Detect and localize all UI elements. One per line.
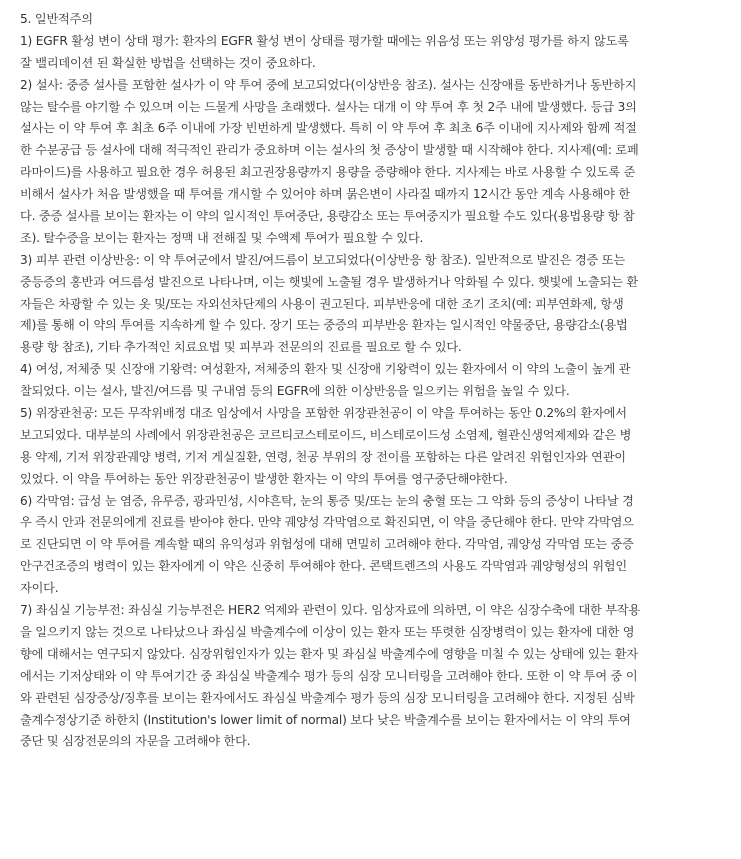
text-line: 않는 탈수를 야기할 수 있으며 이는 드물게 사망을 초래했다. 설사는 대개 이 약 투여 후 첫 2주 내에 발생했다. 등급 3의 — [20, 99, 637, 114]
text-line: 출계수정상기준 하한치 (Institution's lower limit of normal) 보다 낮은 박출계수를 보이는 환자에서는 이 약의 투여 — [20, 712, 631, 727]
text-line: 설사는 이 약 투여 후 최초 6주 이내에 가장 빈번하게 발생했다. 특히 이 약 투여 후 최초 6주 이내에 지사제와 함께 적절 — [20, 121, 637, 136]
document-body — [20, 9, 721, 753]
text-line: 중단 및 심장전문의의 자문을 고려해야 한다. — [20, 734, 251, 749]
text-line: 와 관련된 심장증상/징후를 보이는 환자에서도 좌심실 박출계수 평가 등의 심장 모니터링을 고려해야 한다. 지정된 심박 — [20, 690, 635, 705]
text-line: 중등증의 홍반과 여드름성 발진으로 나타나며, 이는 햇빛에 노출될 경우 발생하거나 악화될 수 있다. 햇빛에 노출되는 환 — [20, 274, 638, 289]
text-line: 7) 좌심실 기능부전: 좌심실 기능부전은 HER2 억제와 관련이 있다. 임상자료에 의하면, 이 약은 심장수축에 대한 부작용 — [20, 603, 640, 618]
text-line: 에서는 기저상태와 이 약 투여기간 중 좌심실 박출계수 평가 등의 심장 모니터링을 고려해야 한다. 또한 이 약 투여 중 이 — [20, 668, 638, 683]
text-line: 다. 중증 설사를 보이는 환자는 이 약의 일시적인 투여중단, 용량감소 또는 투여중지가 필요할 수도 있다(용법용량 항 참 — [20, 209, 635, 224]
text-line: 있었다. 이 약을 투여하는 동안 위장관천공이 발생한 환자는 이 약의 투여를 영구중단해야한다. — [20, 471, 508, 486]
text-line: 제)를 통해 이 약의 투여를 지속하게 할 수 있다. 장기 또는 중증의 피부반응 환자는 일시적인 약물중단, 용량감소(용법 — [20, 318, 628, 333]
text-line: 5) 위장관천공: 모든 무작위배정 대조 임상에서 사망을 포함한 위장관천공이 이 약을 투여하는 동안 0.2%의 환자에서 — [20, 406, 627, 421]
text-line: 자들은 차광할 수 있는 옷 및/또는 자외선차단제의 사용이 권고된다. 피부반응에 대한 조기 조치(예: 피부연화제, 항생 — [20, 296, 624, 311]
text-line: 비해서 설사가 처음 발생했을 때 투여를 개시할 수 있어야 하며 묽은변이 사라질 때까지 12시간 동안 계속 사용해야 한 — [20, 187, 630, 202]
section-heading: 5. 일반적주의 — [20, 12, 93, 26]
text-line: 한 수분공급 등 설사에 대해 적극적인 관리가 중요하며 이는 설사의 첫 증상이 발생할 때 시작해야 한다. 지사제(예: 로페 — [20, 143, 639, 158]
text-line: 4) 여성, 저체중 및 신장애 기왕력: 여성환자, 저체중의 환자 및 신장애 기왕력이 있는 환자에서 이 약의 노출이 높게 관 — [20, 362, 631, 377]
text-line: 향에 대해서는 연구되지 않았다. 심장위험인자가 있는 환자 및 좌심실 박출계수에 영향을 미칠 수 있는 상태에 있는 환자 — [20, 646, 638, 661]
text-line: 로 진단되면 이 약 투여를 계속할 때의 유익성과 위험성에 대해 면밀히 고려해야 한다. 각막염, 궤양성 각막염 또는 중증 — [20, 537, 634, 552]
text-line: 용량 항 참조), 기타 추가적인 치료요법 및 피부과 전문의의 진료를 필요로 할 수 있다. — [20, 340, 462, 355]
text-line: 찰되었다. 이는 설사, 발진/여드름 및 구내염 등의 EGFR에 의한 이상반응을 일으키는 위험을 높일 수 있다. — [20, 384, 570, 399]
text-line: 우 즉시 안과 전문의에게 진료를 받아야 한다. 만약 궤양성 각막염으로 확진되면, 이 약을 중단해야 한다. 만약 각막염으 — [20, 515, 634, 530]
text-line: 안구건조증의 병력이 있는 환자에게 이 약은 신중히 투여해야 한다. 콘택트렌즈의 사용도 각막염과 궤양형성의 위험인 — [20, 559, 627, 574]
text-line: 잘 밸리데이션 된 확실한 방법을 선택하는 것이 중요하다. — [20, 55, 316, 70]
text-line: 자이다. — [20, 581, 59, 596]
text-line: 1) EGFR 활성 변이 상태 평가: 환자의 EGFR 활성 변이 상태를 평가할 때에는 위음성 또는 위양성 평가를 하지 않도록 — [20, 33, 629, 48]
text-line: 용 약제, 기저 위장관궤양 병력, 기저 게실질환, 연령, 천공 부위의 장 전이를 포함하는 다른 알려진 위험인자와 연관이 — [20, 449, 626, 464]
text-line: 을 일으키지 않는 것으로 나타났으나 좌심실 박출계수에 이상이 있는 환자 또는 뚜렷한 심장병력이 있는 환자에 대한 영 — [20, 624, 635, 639]
text-line: 조). 탈수증을 보이는 환자는 정맥 내 전해질 및 수액제 투여가 필요할 수 있다. — [20, 230, 424, 245]
text-line: 3) 피부 관련 이상반응: 이 약 투여군에서 발진/여드름이 보고되었다(이상반응 항 참조). 일반적으로 발진은 경증 또는 — [20, 252, 625, 267]
paragraph-lines — [20, 31, 721, 753]
text-line: 보고되었다. 대부분의 사례에서 위장관천공은 코르티코스테로이드, 비스테로이드성 소염제, 혈관신생억제제와 같은 병 — [20, 427, 632, 442]
text-line: 라마이드)를 사용하고 필요한 경우 허용된 최고권장용량까지 용량을 증량해야 한다. 지사제는 바로 사용할 수 있도록 준 — [20, 165, 636, 180]
text-line: 6) 각막염: 급성 눈 염증, 유루증, 광과민성, 시야흔탁, 눈의 통증 및/또는 눈의 충혈 또는 그 악화 등의 증상이 나타날 경 — [20, 493, 634, 508]
text-line: 2) 설사: 중증 설사를 포함한 설사가 이 약 투여 중에 보고되었다(이상반응 참조). 설사는 신장애를 동반하거나 동반하지 — [20, 77, 637, 92]
